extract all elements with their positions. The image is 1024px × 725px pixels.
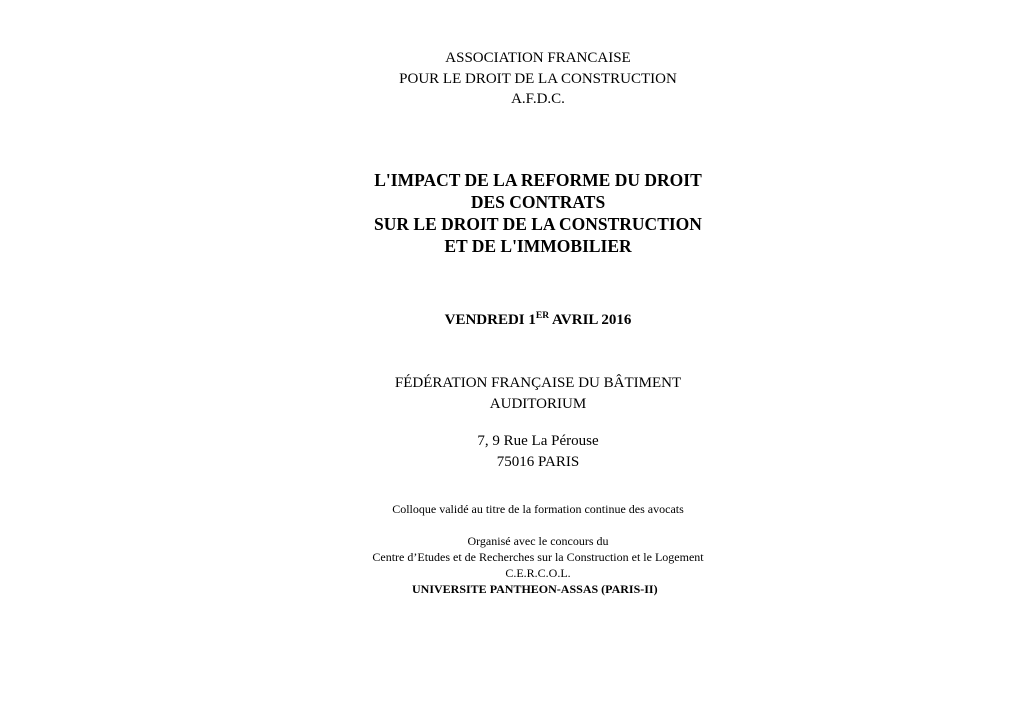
organisation-university: UNIVERSITE PANTHEON-ASSAS (PARIS-II) (412, 582, 658, 596)
address-city: 75016 PARIS (496, 453, 580, 470)
organisation-acronym: C.E.R.C.O.L. (505, 566, 571, 580)
organisation-credits (0, 533, 1024, 581)
event-address (0, 431, 1024, 472)
accreditation-text: Colloque validé au titre de la formation continue des avocats (392, 502, 684, 516)
title-line-2: DES CONTRATS (470, 192, 606, 212)
title-line-4: ET DE L'IMMOBILIER (444, 236, 632, 256)
association-acronym: A.F.D.C. (511, 91, 565, 107)
address-street: 7, 9 Rue La Pérouse (477, 433, 599, 449)
event-date (0, 310, 1024, 330)
date-ordinal: ER (535, 311, 550, 321)
date-month-year: AVRIL 2016 (549, 312, 632, 328)
event-venue (0, 373, 1024, 414)
colloquium-title (0, 169, 1024, 257)
title-line-1: L'IMPACT DE LA REFORME DU DROIT (374, 170, 702, 190)
association-header (0, 48, 1024, 110)
organisation-centre: Centre d’Etudes et de Recherches sur la Construction et le Logement (372, 550, 704, 564)
venue-name: FÉDÉRATION FRANÇAISE DU BÂTIMENT (394, 375, 682, 391)
organisation-intro: Organisé avec le concours du (467, 534, 609, 548)
title-line-3: SUR LE DROIT DE LA CONSTRUCTION (374, 214, 702, 234)
venue-room: AUDITORIUM (489, 395, 587, 412)
association-purpose: POUR LE DROIT DE LA CONSTRUCTION (399, 70, 677, 87)
date-day: VENDREDI 1 (444, 312, 536, 328)
association-name: ASSOCIATION FRANCAISE (445, 50, 631, 66)
accreditation-note (0, 501, 1024, 517)
